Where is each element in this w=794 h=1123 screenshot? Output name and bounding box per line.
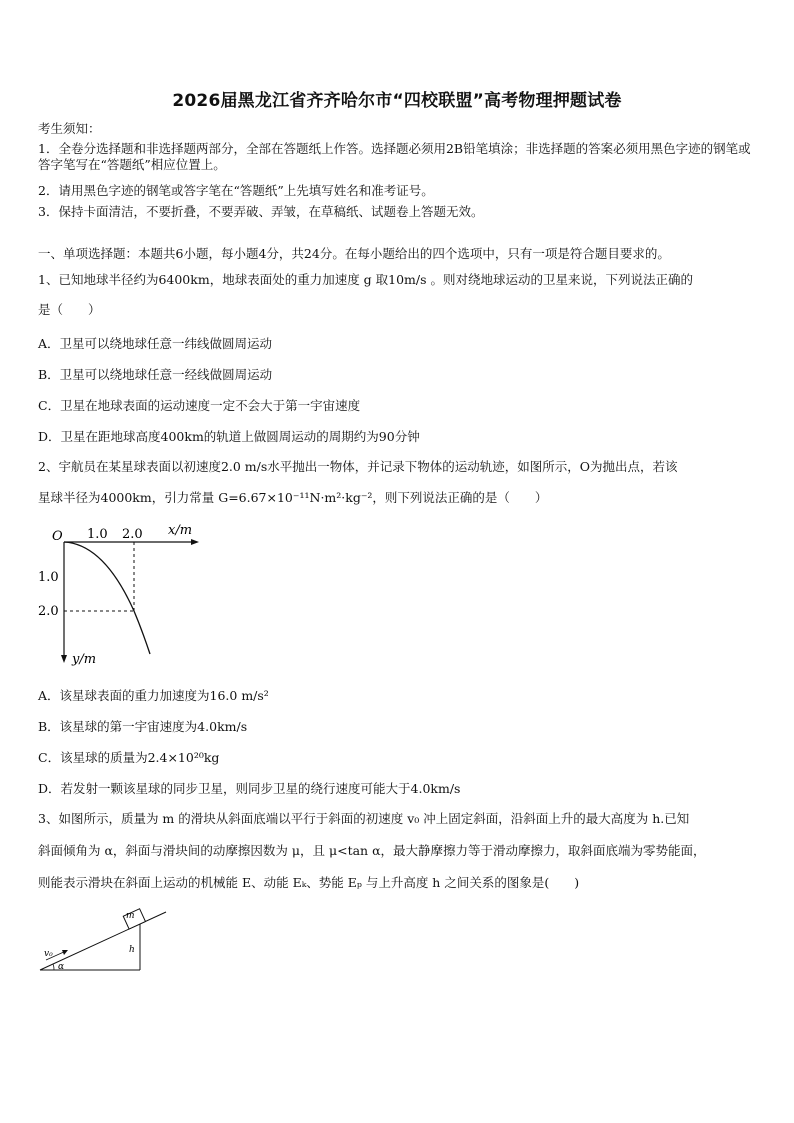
trajectory-curve — [64, 542, 150, 654]
y-axis-arrow — [61, 655, 67, 663]
page-title: 2026届黑龙江省齐齐哈尔市“四校联盟”高考物理押题试卷 — [172, 91, 622, 111]
q1-option-d: D．卫星在距地球高度400km的轨道上做圆周运动的周期约为90分钟 — [38, 429, 420, 444]
angle-arc — [53, 964, 54, 970]
x-axis-label: x/m — [168, 523, 193, 538]
section-heading: 一、单项选择题：本题共6小题，每小题4分，共24分。在每小题给出的四个选项中，只有一项是符合题目要求的。 — [38, 246, 670, 261]
q3-stem-line-2: 斜面倾角为 α，斜面与滑块间的动摩擦因数为 μ，且 μ<tan α，最大静摩擦力等于滑动摩擦力，取斜面底端为零势能面， — [38, 843, 706, 858]
q2-option-b: B．该星球的第一宇宙速度为4.0km/s — [38, 719, 248, 734]
y-tick-2: 2.0 — [38, 604, 59, 619]
velocity-label: v₀ — [44, 949, 53, 959]
q1-stem-line-1: 1、已知地球半径约为6400km，地球表面处的重力加速度 g 取10m/s 。则对绕地球运动的卫星来说，下列说法正确的 — [38, 272, 694, 287]
notice-item-1: 1．全卷分选择题和非选择题两部分，全部在答题纸上作答。选择题必须用2B铅笔填涂；非选择题的答案必须用黑色字迹的钢笔或答字笔写在“答题纸”相应位置上。 — [38, 141, 751, 172]
incline-figure — [36, 898, 176, 978]
q1-option-a: A．卫星可以绕地球任意一纬线做圆周运动 — [38, 336, 273, 351]
q2-option-c: C．该星球的质量为2.4×10²⁰kg — [38, 750, 220, 765]
notice-item-3: 3．保持卡面清洁，不要折叠，不要弄破、弄皱，在草稿纸、试题卷上答题无效。 — [38, 204, 484, 219]
q2-stem-line-2: 星球半径为4000km，引力常量 G=6.67×10⁻¹¹N·m²·kg⁻²，则下列说法正确的是（ ） — [38, 490, 548, 505]
x-axis-arrow — [191, 539, 199, 545]
notice-item-2: 2．请用黑色字迹的钢笔或答字笔在“答题纸”上先填写姓名和准考证号。 — [38, 183, 434, 198]
q3-stem-line-3: 则能表示滑块在斜面上运动的机械能 E、动能 Eₖ、势能 Eₚ 与上升高度 h 之间关系的图象是( ) — [38, 875, 580, 890]
q2-option-a: A．该星球表面的重力加速度为16.0 m/s² — [38, 688, 269, 703]
height-label: h — [129, 945, 135, 955]
x-tick-2: 2.0 — [122, 527, 143, 542]
trajectory-figure — [34, 520, 214, 670]
q1-option-b: B．卫星可以绕地球任意一经线做圆周运动 — [38, 367, 273, 382]
block-label: m — [126, 911, 135, 921]
q2-option-d: D．若发射一颗该星球的同步卫星，则同步卫星的绕行速度可能大于4.0km/s — [38, 781, 461, 796]
x-tick-1: 1.0 — [87, 527, 108, 542]
q2-stem-line-1: 2、宇航员在某星球表面以初速度2.0 m/s水平抛出一物体，并记录下物体的运动轨迹，如图所示，O为抛出点，若该 — [38, 459, 678, 474]
q1-stem-line-2: 是（ ） — [38, 302, 101, 317]
angle-label: α — [58, 962, 65, 972]
q3-stem-line-1: 3、如图所示，质量为 m 的滑块从斜面底端以平行于斜面的初速度 v₀ 冲上固定斜面，沿斜面上升的最大高度为 h.已知 — [38, 811, 690, 826]
origin-label: O — [52, 529, 63, 544]
q1-option-c: C．卫星在地球表面的运动速度一定不会大于第一宇宙速度 — [38, 398, 361, 413]
y-tick-1: 1.0 — [38, 570, 59, 585]
notice-heading: 考生须知： — [38, 121, 101, 136]
y-axis-label: y/m — [72, 652, 97, 667]
